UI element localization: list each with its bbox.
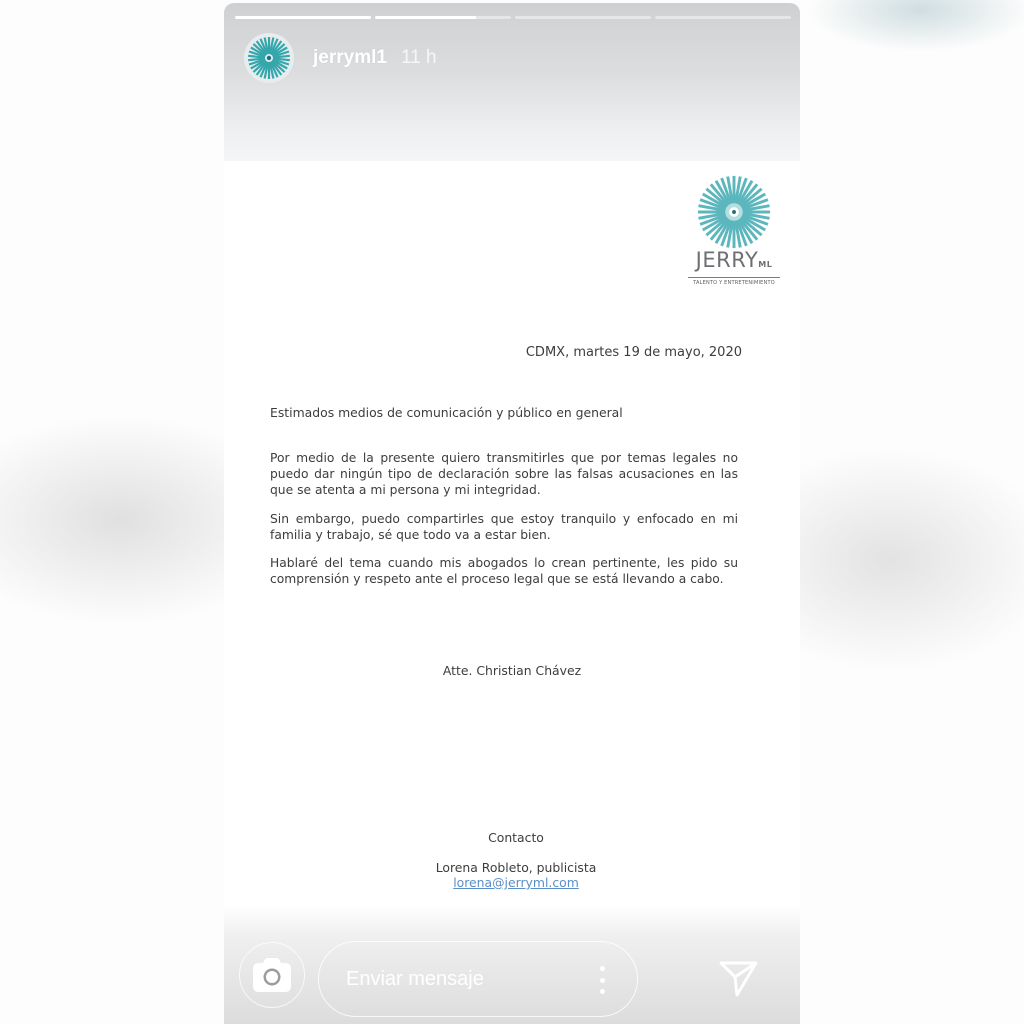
camera-button[interactable] xyxy=(239,942,305,1008)
instagram-story-viewer[interactable] xyxy=(224,3,800,1024)
logo-divider xyxy=(688,277,780,278)
letter-salutation: Estimados medios de comunicación y público en general xyxy=(270,405,623,420)
vertical-ellipsis-icon-dot xyxy=(600,978,605,983)
story-username[interactable]: jerryml1 xyxy=(313,47,387,68)
jerryml-burst-logo-icon xyxy=(246,35,292,81)
story-top-overlay xyxy=(224,3,800,161)
avatar[interactable] xyxy=(244,33,294,83)
progress-segment-3 xyxy=(515,16,651,19)
story-header xyxy=(244,33,437,83)
story-timestamp: 11 h xyxy=(400,47,437,68)
press-release-document xyxy=(224,161,800,941)
contact-email xyxy=(224,875,800,890)
contact-email-link[interactable]: lorena@jerryml.com xyxy=(453,875,579,890)
progress-segment-2 xyxy=(375,16,511,19)
logo-wordmark: JERRYML xyxy=(695,248,773,272)
progress-segment-1 xyxy=(235,16,371,19)
jerryml-logo xyxy=(684,173,784,286)
camera-icon xyxy=(253,958,291,992)
send-button[interactable] xyxy=(718,958,760,1000)
story-progress-bar xyxy=(235,16,791,19)
letter-date: CDMX, martes 19 de mayo, 2020 xyxy=(525,345,742,360)
jerryml-burst-logo-icon xyxy=(695,173,773,251)
vertical-ellipsis-icon xyxy=(600,966,605,971)
letter-paragraph-2: Sin embargo, puedo compartirles que estoy tranquilo y enfocado en mi familia y trabajo, sé que todo va a estar bien. xyxy=(270,512,738,542)
letter-signature: Atte. Christian Chávez xyxy=(442,663,582,678)
vertical-ellipsis-icon-dot xyxy=(600,989,605,994)
story-reply-bar xyxy=(224,904,800,1024)
more-options-button[interactable] xyxy=(597,966,607,994)
contact-heading: Contacto xyxy=(488,830,544,845)
letter-paragraph-3: Hablaré del tema cuando mis abogados lo crean pertinente, les pido su comprensión y respeto ante el proceso legal que se está llevando a cabo. xyxy=(270,556,738,586)
contact-name: Lorena Robleto, publicista xyxy=(435,860,597,875)
letter-paragraph-1: Por medio de la presente quiero transmitirles que por temas legales no puedo dar ningún tipo de declaración sobre las falsas acusaciones en las que se atenta a mi persona y mi integridad. xyxy=(270,451,738,497)
message-input[interactable] xyxy=(346,968,576,991)
progress-segment-4 xyxy=(655,16,791,19)
send-message-field[interactable] xyxy=(318,941,638,1017)
logo-tagline: TALENTO Y ENTRETENIMIENTO xyxy=(693,280,775,286)
paper-plane-send-icon xyxy=(719,960,759,998)
